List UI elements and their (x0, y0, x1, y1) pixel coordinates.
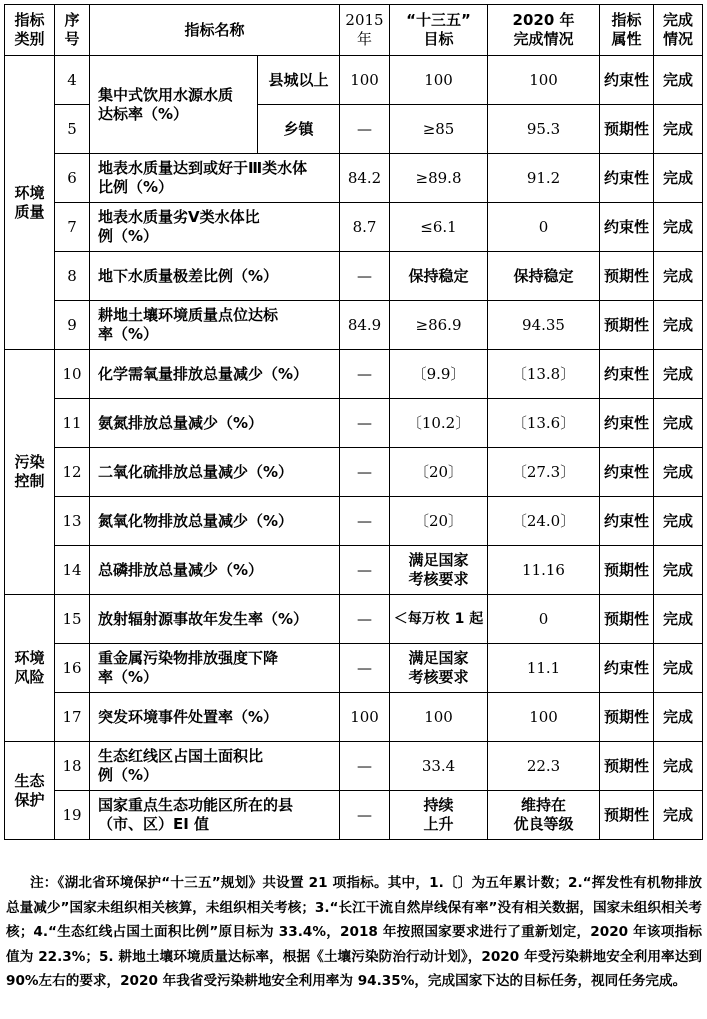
table-row (5, 448, 703, 497)
row-seq: 12 (55, 448, 90, 497)
table-row (5, 154, 703, 203)
row-target: ≤6.1 (390, 203, 488, 252)
row-2020: 0 (488, 203, 600, 252)
row-attr: 预期性 (600, 742, 654, 791)
row-seq: 16 (55, 644, 90, 693)
row-name: 地下水质量极差比例（%） (90, 252, 340, 301)
row-target: ＜每万枚 1 起 (390, 595, 488, 644)
table-row (5, 56, 703, 105)
footnote-label: 注： (30, 875, 58, 891)
row-name: 氨氮排放总量减少（%） (90, 399, 340, 448)
row-2015: 84.9 (340, 301, 390, 350)
row-target: 〔20〕 (390, 448, 488, 497)
row-2015: — (340, 791, 390, 840)
header-2015: 2015 年 (340, 5, 390, 56)
row-name: 国家重点生态功能区所在的县 （市、区）EI 值 (90, 791, 340, 840)
row-2020: 〔13.8〕 (488, 350, 600, 399)
row-status: 完成 (654, 448, 703, 497)
category-pollution: 污染 控制 (5, 350, 55, 595)
header-attr: 指标 属性 (600, 5, 654, 56)
row-attr: 预期性 (600, 693, 654, 742)
row-status: 完成 (654, 546, 703, 595)
footnote-text: 《湖北省环境保护“十三五”规划》共设置 21 项指标。其中，1.〔〕为五年累计数；2.“挥发性有机物排放总量减少”国家未组织相关核算，未组织相关考核；3.“长江干流自然岸线保有率”没有相关数据，国家未组织相关考核；4.“生态红线占国土面积比例”原目标为 33.4%，2018 年按照国家要求进行了重新划定，2020 年该项指标值为 22.3%；5. 耕地土壤环境质量达标率，根据《土壤污染防治行动计划》，2020 年受污染耕地安全利用率达到 90%左右的要求，2020 年我省受污染耕地安全利用率为 94.35%，完成国家下达的目标任务，视同任务完成。 (6, 875, 702, 989)
table-footnote (6, 871, 702, 994)
row-attr: 约束性 (600, 399, 654, 448)
row-status: 完成 (654, 791, 703, 840)
row-2015: 100 (340, 56, 390, 105)
row-status: 完成 (654, 742, 703, 791)
row-status: 完成 (654, 56, 703, 105)
row-name: 化学需氧量排放总量减少（%） (90, 350, 340, 399)
header-category: 指标 类别 (5, 5, 55, 56)
table-row (5, 595, 703, 644)
row-2020: 11.16 (488, 546, 600, 595)
row-attr: 约束性 (600, 203, 654, 252)
row-attr: 约束性 (600, 154, 654, 203)
category-env-quality: 环境 质量 (5, 56, 55, 350)
row-attr: 预期性 (600, 595, 654, 644)
table-row (5, 546, 703, 595)
row-target: 100 (390, 56, 488, 105)
row-status: 完成 (654, 399, 703, 448)
row-2015: 84.2 (340, 154, 390, 203)
category-risk: 环境 风险 (5, 595, 55, 742)
row-target: 〔10.2〕 (390, 399, 488, 448)
row-2015: 100 (340, 693, 390, 742)
row-attr: 约束性 (600, 350, 654, 399)
row-attr: 预期性 (600, 105, 654, 154)
row-attr: 约束性 (600, 644, 654, 693)
table-row (5, 497, 703, 546)
header-status: 完成 情况 (654, 5, 703, 56)
row-target: 〔20〕 (390, 497, 488, 546)
row-2020: 22.3 (488, 742, 600, 791)
category-eco: 生态 保护 (5, 742, 55, 840)
row-2020: 〔13.6〕 (488, 399, 600, 448)
row-attr: 预期性 (600, 791, 654, 840)
header-seq: 序 号 (55, 5, 90, 56)
row-target: 100 (390, 693, 488, 742)
row-2015: — (340, 105, 390, 154)
row-target: 〔9.9〕 (390, 350, 488, 399)
table-row (5, 399, 703, 448)
row-seq: 8 (55, 252, 90, 301)
row-attr: 约束性 (600, 56, 654, 105)
row-seq: 19 (55, 791, 90, 840)
table-row (5, 791, 703, 840)
row-target: 满足国家 考核要求 (390, 546, 488, 595)
row-2020: 100 (488, 56, 600, 105)
row-name: 集中式饮用水源水质 达标率（%） (90, 56, 258, 154)
row-status: 完成 (654, 154, 703, 203)
row-seq: 10 (55, 350, 90, 399)
row-name: 突发环境事件处置率（%） (90, 693, 340, 742)
row-2015: — (340, 595, 390, 644)
row-2020: 11.1 (488, 644, 600, 693)
row-seq: 9 (55, 301, 90, 350)
row-target: 持续 上升 (390, 791, 488, 840)
table-row (5, 644, 703, 693)
row-seq: 17 (55, 693, 90, 742)
row-attr: 预期性 (600, 301, 654, 350)
table-row (5, 301, 703, 350)
row-sub: 县城以上 (258, 56, 340, 105)
row-2015: — (340, 448, 390, 497)
row-2015: — (340, 546, 390, 595)
indicator-table (4, 4, 703, 840)
row-seq: 4 (55, 56, 90, 105)
header-2020: 2020 年 完成情况 (488, 5, 600, 56)
row-seq: 13 (55, 497, 90, 546)
row-2020: 94.35 (488, 301, 600, 350)
row-seq: 5 (55, 105, 90, 154)
row-status: 完成 (654, 105, 703, 154)
table-row (5, 203, 703, 252)
row-target: 满足国家 考核要求 (390, 644, 488, 693)
row-seq: 6 (55, 154, 90, 203)
header-name: 指标名称 (90, 5, 340, 56)
row-attr: 预期性 (600, 252, 654, 301)
row-name: 生态红线区占国土面积比 例（%） (90, 742, 340, 791)
row-attr: 约束性 (600, 448, 654, 497)
row-status: 完成 (654, 497, 703, 546)
row-seq: 14 (55, 546, 90, 595)
row-target: 33.4 (390, 742, 488, 791)
table-row (5, 252, 703, 301)
row-2020: 〔24.0〕 (488, 497, 600, 546)
row-status: 完成 (654, 203, 703, 252)
row-target: ≥89.8 (390, 154, 488, 203)
row-target: ≥85 (390, 105, 488, 154)
row-target: 保持稳定 (390, 252, 488, 301)
row-2015: — (340, 742, 390, 791)
row-name: 氮氧化物排放总量减少（%） (90, 497, 340, 546)
row-sub: 乡镇 (258, 105, 340, 154)
row-name: 重金属污染物排放强度下降 率（%） (90, 644, 340, 693)
row-status: 完成 (654, 693, 703, 742)
row-2020: 91.2 (488, 154, 600, 203)
row-name: 耕地土壤环境质量点位达标 率（%） (90, 301, 340, 350)
row-2020: 95.3 (488, 105, 600, 154)
row-2015: — (340, 399, 390, 448)
row-target: ≥86.9 (390, 301, 488, 350)
row-attr: 预期性 (600, 546, 654, 595)
row-seq: 15 (55, 595, 90, 644)
row-2020: 保持稳定 (488, 252, 600, 301)
header-target: “十三五” 目标 (390, 5, 488, 56)
row-status: 完成 (654, 252, 703, 301)
row-seq: 18 (55, 742, 90, 791)
row-name: 二氧化硫排放总量减少（%） (90, 448, 340, 497)
row-name: 地表水质量达到或好于Ⅲ类水体 比例（%） (90, 154, 340, 203)
row-status: 完成 (654, 350, 703, 399)
table-header-row (5, 5, 703, 56)
row-name: 总磷排放总量减少（%） (90, 546, 340, 595)
row-2020: 〔27.3〕 (488, 448, 600, 497)
row-2015: — (340, 252, 390, 301)
row-seq: 11 (55, 399, 90, 448)
row-status: 完成 (654, 301, 703, 350)
table-row (5, 350, 703, 399)
row-status: 完成 (654, 595, 703, 644)
table-row (5, 693, 703, 742)
row-2015: — (340, 350, 390, 399)
row-name: 放射辐射源事故年发生率（%） (90, 595, 340, 644)
row-2015: 8.7 (340, 203, 390, 252)
row-name: 地表水质量劣Ⅴ类水体比 例（%） (90, 203, 340, 252)
row-attr: 约束性 (600, 497, 654, 546)
table-row (5, 742, 703, 791)
row-2020: 维持在 优良等级 (488, 791, 600, 840)
row-2015: — (340, 497, 390, 546)
row-2015: — (340, 644, 390, 693)
row-2020: 0 (488, 595, 600, 644)
row-status: 完成 (654, 644, 703, 693)
row-seq: 7 (55, 203, 90, 252)
row-2020: 100 (488, 693, 600, 742)
